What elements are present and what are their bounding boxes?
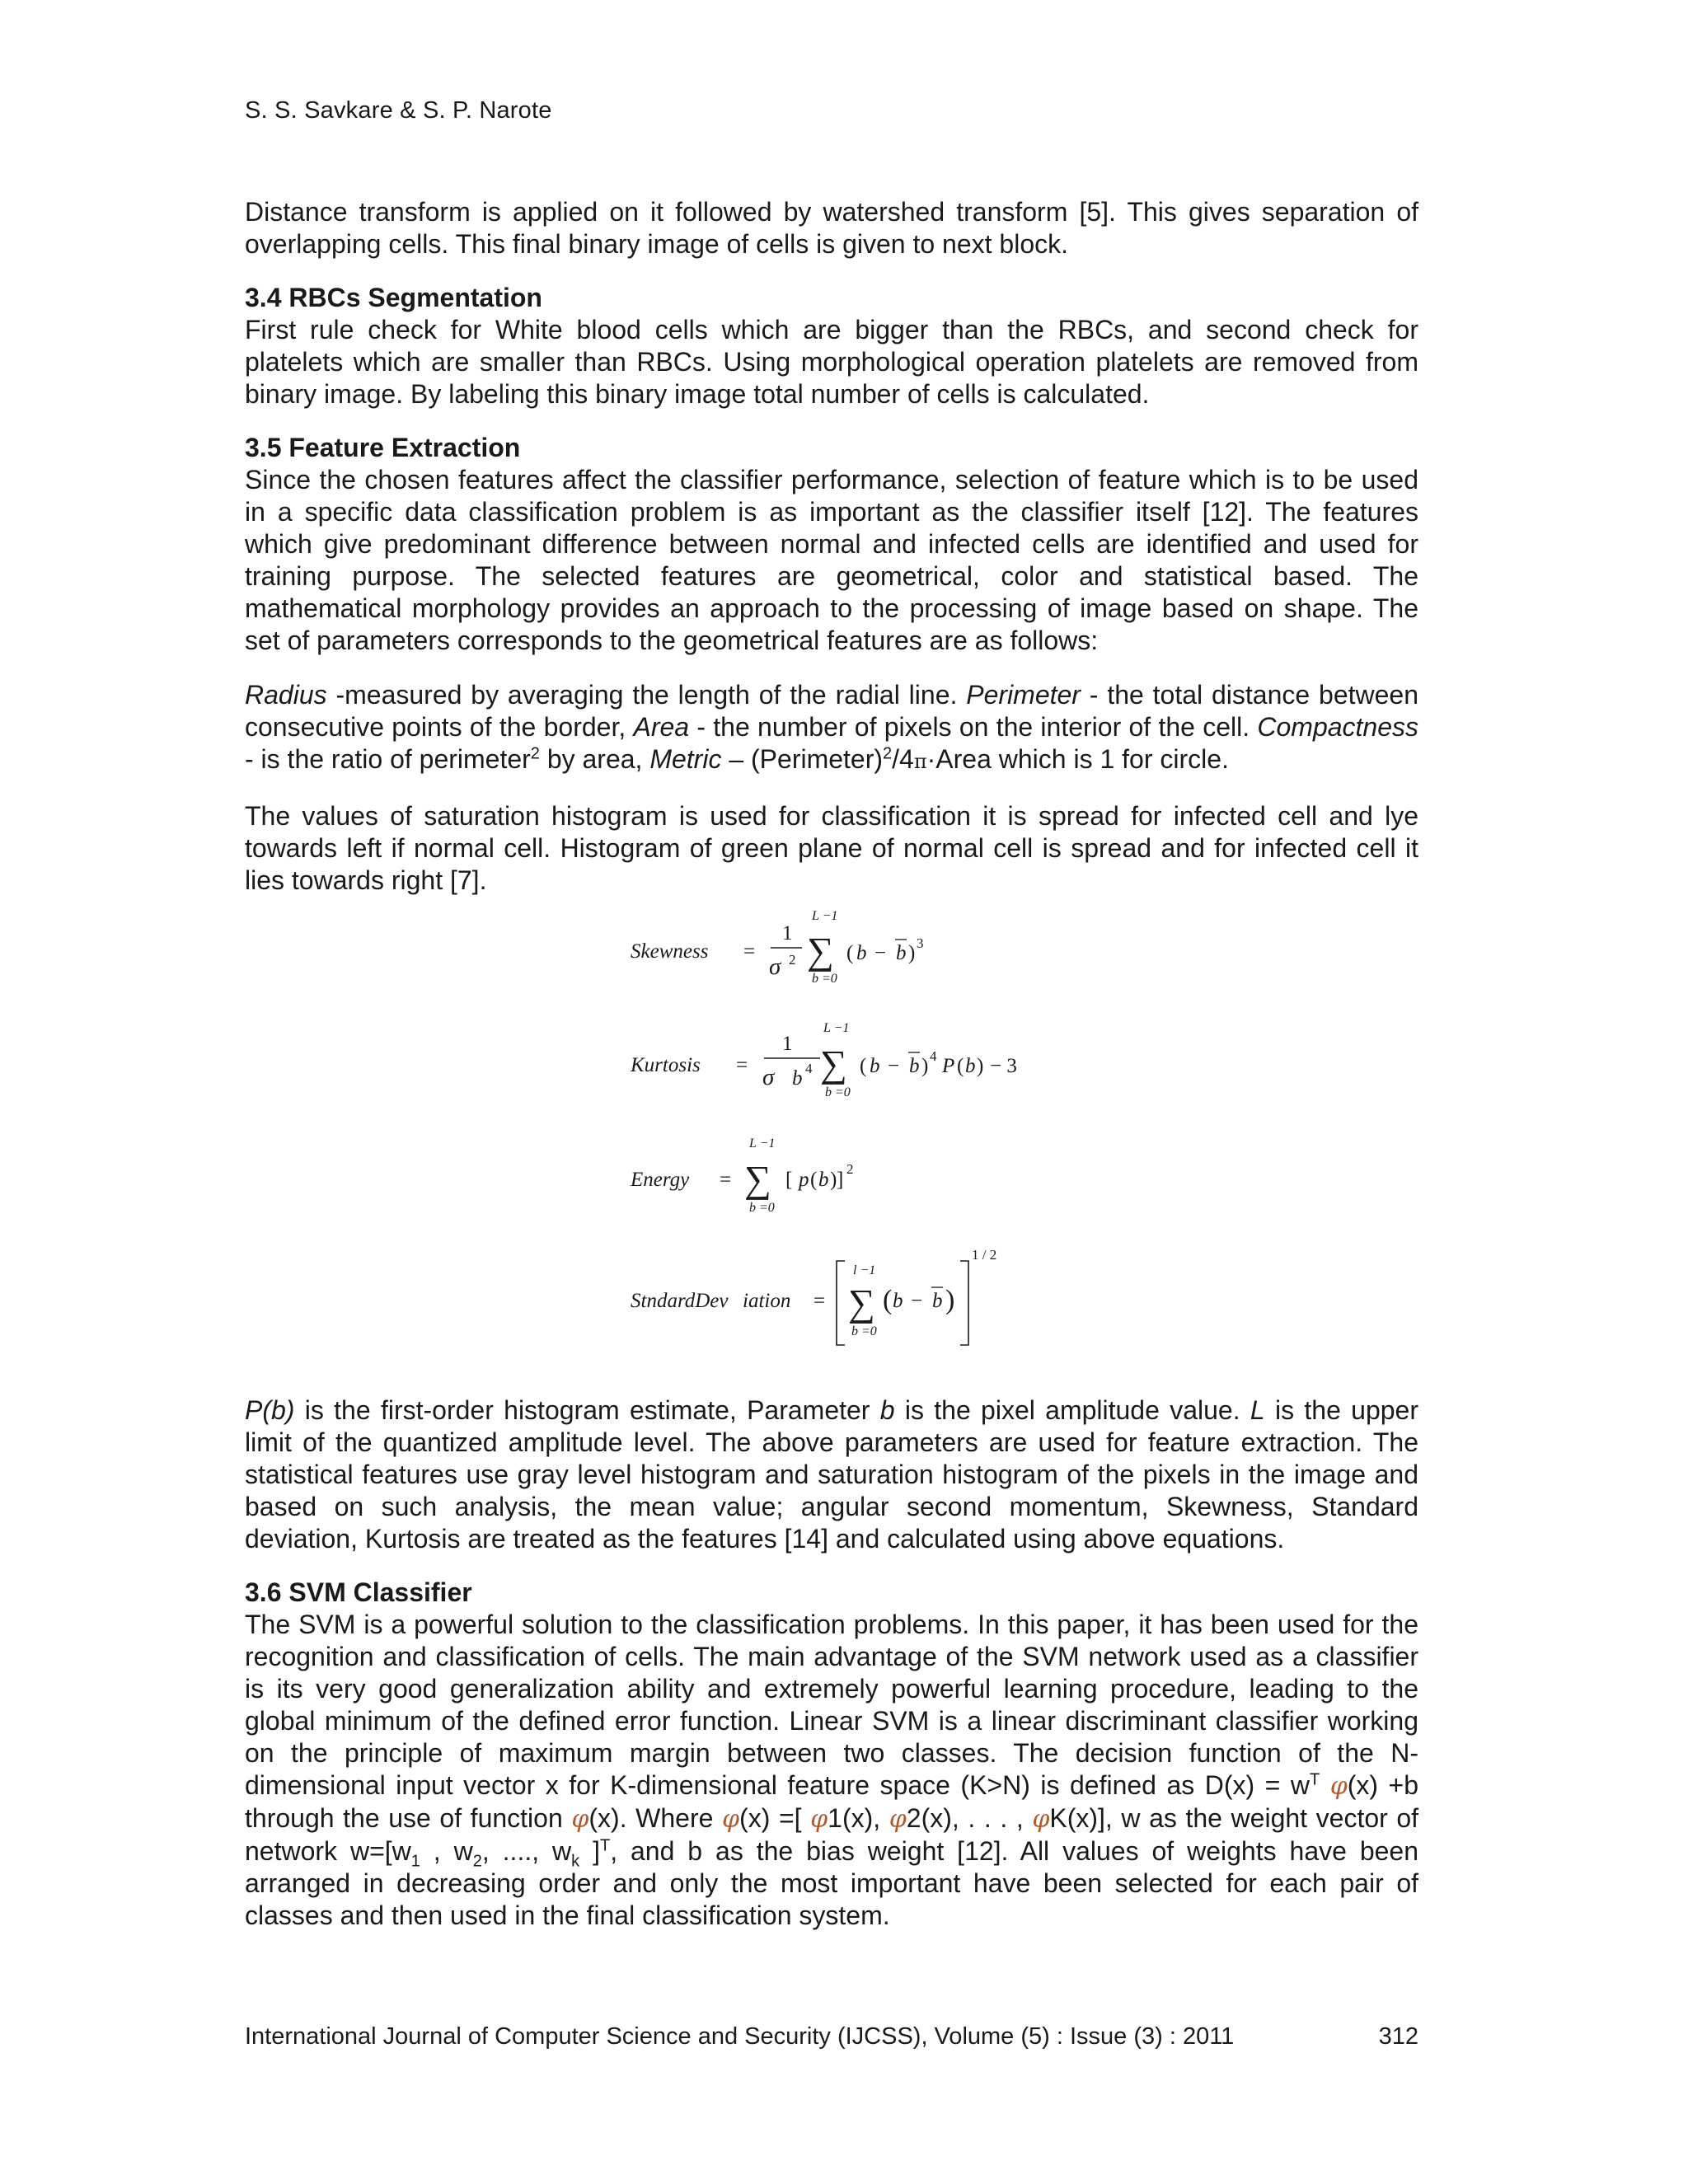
energy-label: Energy — [631, 1169, 690, 1191]
svg-text:b: b — [818, 1169, 829, 1191]
section-3-5-paragraph: Since the chosen features affect the classifier performance, selection of feature which is to be used in a specific data classification problem is as important as the classifier itself [12]. The features which give predominant difference between normal and infected cells are identified and used for training purpose. The selected features are geometrical, color and statistical based. The mathematical morphology provides an approach to the processing of image based on shape. The set of parameters corresponds to the geometrical features are as follows: — [245, 465, 1418, 655]
svg-text:∑: ∑ — [848, 1282, 875, 1324]
svg-text:b: b — [792, 1067, 803, 1090]
svg-text:=: = — [743, 940, 756, 963]
sum-symbol: ∑ — [807, 930, 834, 972]
svg-text:σ: σ — [769, 954, 781, 980]
svg-text:L −1: L −1 — [812, 909, 838, 923]
svg-text:b: b — [893, 1290, 903, 1312]
svg-text:): ) — [945, 1285, 955, 1315]
stddev-label-a: StndardDev — [631, 1290, 729, 1312]
svg-text:b =0: b =0 — [825, 1085, 851, 1099]
svg-text:b =0: b =0 — [851, 1324, 877, 1338]
kurtosis-label: Kurtosis — [631, 1054, 701, 1076]
svg-text:4: 4 — [805, 1061, 813, 1076]
area-term: Area — [633, 712, 690, 742]
phi-symbol: φ — [889, 1805, 907, 1834]
radius-term: Radius — [245, 680, 327, 710]
page-body — [245, 196, 1418, 1932]
section-heading-3-4: 3.4 RBCs Segmentation — [245, 283, 542, 312]
histogram-paragraph: The values of saturation histogram is used for classification it is spread for infected cell and lye towards left if normal cell. Histogram of green plane of normal cell is spread and for infected cell it lies towards right [7]. — [245, 801, 1418, 895]
intro-paragraph: Distance transform is applied on it followed by watershed transform [5]. This gives separation of overlapping cells. This final binary image of cells is given to next block. — [245, 197, 1418, 259]
svg-text:4: 4 — [930, 1048, 937, 1064]
svg-text:=: = — [814, 1290, 826, 1312]
svg-text:3: 3 — [917, 935, 924, 951]
svg-text:b =0: b =0 — [749, 1201, 775, 1215]
section-heading-3-6: 3.6 SVM Classifier — [245, 1577, 472, 1607]
svg-text:2: 2 — [846, 1161, 854, 1177]
svg-text:[: [ — [785, 1169, 793, 1191]
svg-text:=: = — [736, 1054, 748, 1076]
svg-text:L −1: L −1 — [823, 1021, 850, 1035]
svg-text:(: ( — [810, 1169, 818, 1191]
svg-text:b: b — [965, 1055, 976, 1077]
journal-citation: International Journal of Computer Science and Security (IJCSS), Volume (5) : Issue (3) : 2011 — [245, 2023, 1235, 2050]
svg-text:(: ( — [860, 1055, 867, 1077]
svg-text:−: − — [888, 1055, 900, 1077]
svg-text:): ) — [921, 1055, 929, 1077]
svg-text:∑: ∑ — [820, 1043, 847, 1085]
stddev-label-b: iation — [743, 1290, 791, 1312]
svg-text:b: b — [909, 1055, 920, 1077]
svg-text:σ: σ — [762, 1064, 775, 1090]
svg-text:b: b — [932, 1290, 943, 1312]
svg-text:): ) — [908, 942, 916, 964]
svg-text:L −1: L −1 — [749, 1137, 776, 1151]
running-header: S. S. Savkare & S. P. Narote — [245, 97, 552, 124]
svg-text:): ) — [830, 1169, 837, 1191]
svg-text:b =0: b =0 — [812, 972, 837, 986]
svg-text:1: 1 — [782, 922, 793, 944]
svg-text:=: = — [720, 1169, 732, 1191]
svg-text:P: P — [942, 1055, 955, 1077]
metric-term: Metric — [649, 744, 722, 774]
svg-text:b: b — [856, 942, 867, 964]
svg-text:−: − — [874, 942, 887, 964]
equations-block — [245, 908, 1418, 1394]
svg-text:b: b — [870, 1055, 880, 1077]
svg-text:(: ( — [883, 1285, 893, 1315]
svg-text:(: ( — [846, 942, 854, 964]
phi-symbol: φ — [722, 1805, 740, 1834]
svg-text:1: 1 — [782, 1033, 793, 1055]
svg-text:∑: ∑ — [744, 1158, 771, 1200]
geometric-features-paragraph: Radius -measured by averaging the length of the radial line. Perimeter - the total distance between consecutive points of the border, Area - the number of pixels on the interior of the cell. Compactness - is the ratio of perimeter$^2$ by area, Metric – (Perimeter)$^2$/4π·Area which is 1 for circle. — [245, 680, 1419, 774]
post-equation-paragraph: P(b) is the first-order histogram estimate, Parameter b is the pixel amplitude value. L is the upper limit of the quantized amplitude level. The above parameters are used for feature extraction. The statistical features use gray level histogram and saturation histogram of the pixels in the image and based on such analysis, the mean value; angular second momentum, Skewness, Standard deviation, Kurtosis are treated as the features [14] and calculated using above equations. — [245, 1395, 1418, 1554]
svg-text:p: p — [799, 1169, 809, 1191]
running-footer — [245, 2023, 1418, 2050]
section-3-4-paragraph: First rule check for White blood cells which are bigger than the RBCs, and second check for platelets which are smaller than RBCs. Using morphological operation platelets are removed from binary image. By labeling this binary image total number of cells is calculated. — [245, 315, 1418, 409]
svg-text:− 3: − 3 — [990, 1055, 1017, 1077]
section-3-6-paragraph: The SVM is a powerful solution to the classification problems. In this paper, it has been used for the recognition and classification of cells. The main advantage of the SVM network used as a classifier is its very good generalization ability and extremely powerful learning procedure, leading to the global minimum of the defined error function. Linear SVM is a linear discriminant classifier working on the principle of maximum margin between two classes. The decision function of the N-dimensional input vector x for K-dimensional feature space (K>N) is defined as $D(x) = w^T$ φ(x) +b through the use of function φ(x). Where φ(x) =[ φ1(x), φ2(x), . . . , φK(x)], w as the weight vector of network $w=[w_1$ , $w_2$, ...., $w_k$ ]$^T$, and b as the bias weight [12]. All values of weights have been arranged in decreasing order and only the most important have been selected for each pair of classes and then used in the final classification system. — [245, 1610, 1419, 1930]
compactness-term: Compactness — [1257, 712, 1419, 742]
equations-svg — [245, 908, 1418, 1394]
svg-text:1 / 2: 1 / 2 — [972, 1247, 997, 1263]
phi-symbol: φ — [810, 1805, 828, 1834]
page-number: 312 — [1378, 2023, 1418, 2050]
svg-text:(: ( — [957, 1055, 964, 1077]
phi-symbol: φ — [571, 1805, 589, 1834]
svg-text:): ) — [977, 1055, 984, 1077]
section-heading-3-5: 3.5 Feature Extraction — [245, 433, 521, 462]
svg-text:2: 2 — [789, 952, 796, 968]
phi-symbol: φ — [1329, 1772, 1348, 1801]
svg-text:l −1: l −1 — [853, 1263, 876, 1277]
phi-symbol: φ — [1032, 1805, 1050, 1834]
svg-text:]: ] — [837, 1169, 844, 1191]
perimeter-term: Perimeter — [966, 680, 1081, 710]
svg-text:−: − — [911, 1290, 923, 1312]
pi-symbol: π — [913, 750, 927, 773]
skewness-label: Skewness — [631, 940, 709, 963]
svg-text:b: b — [896, 942, 907, 964]
